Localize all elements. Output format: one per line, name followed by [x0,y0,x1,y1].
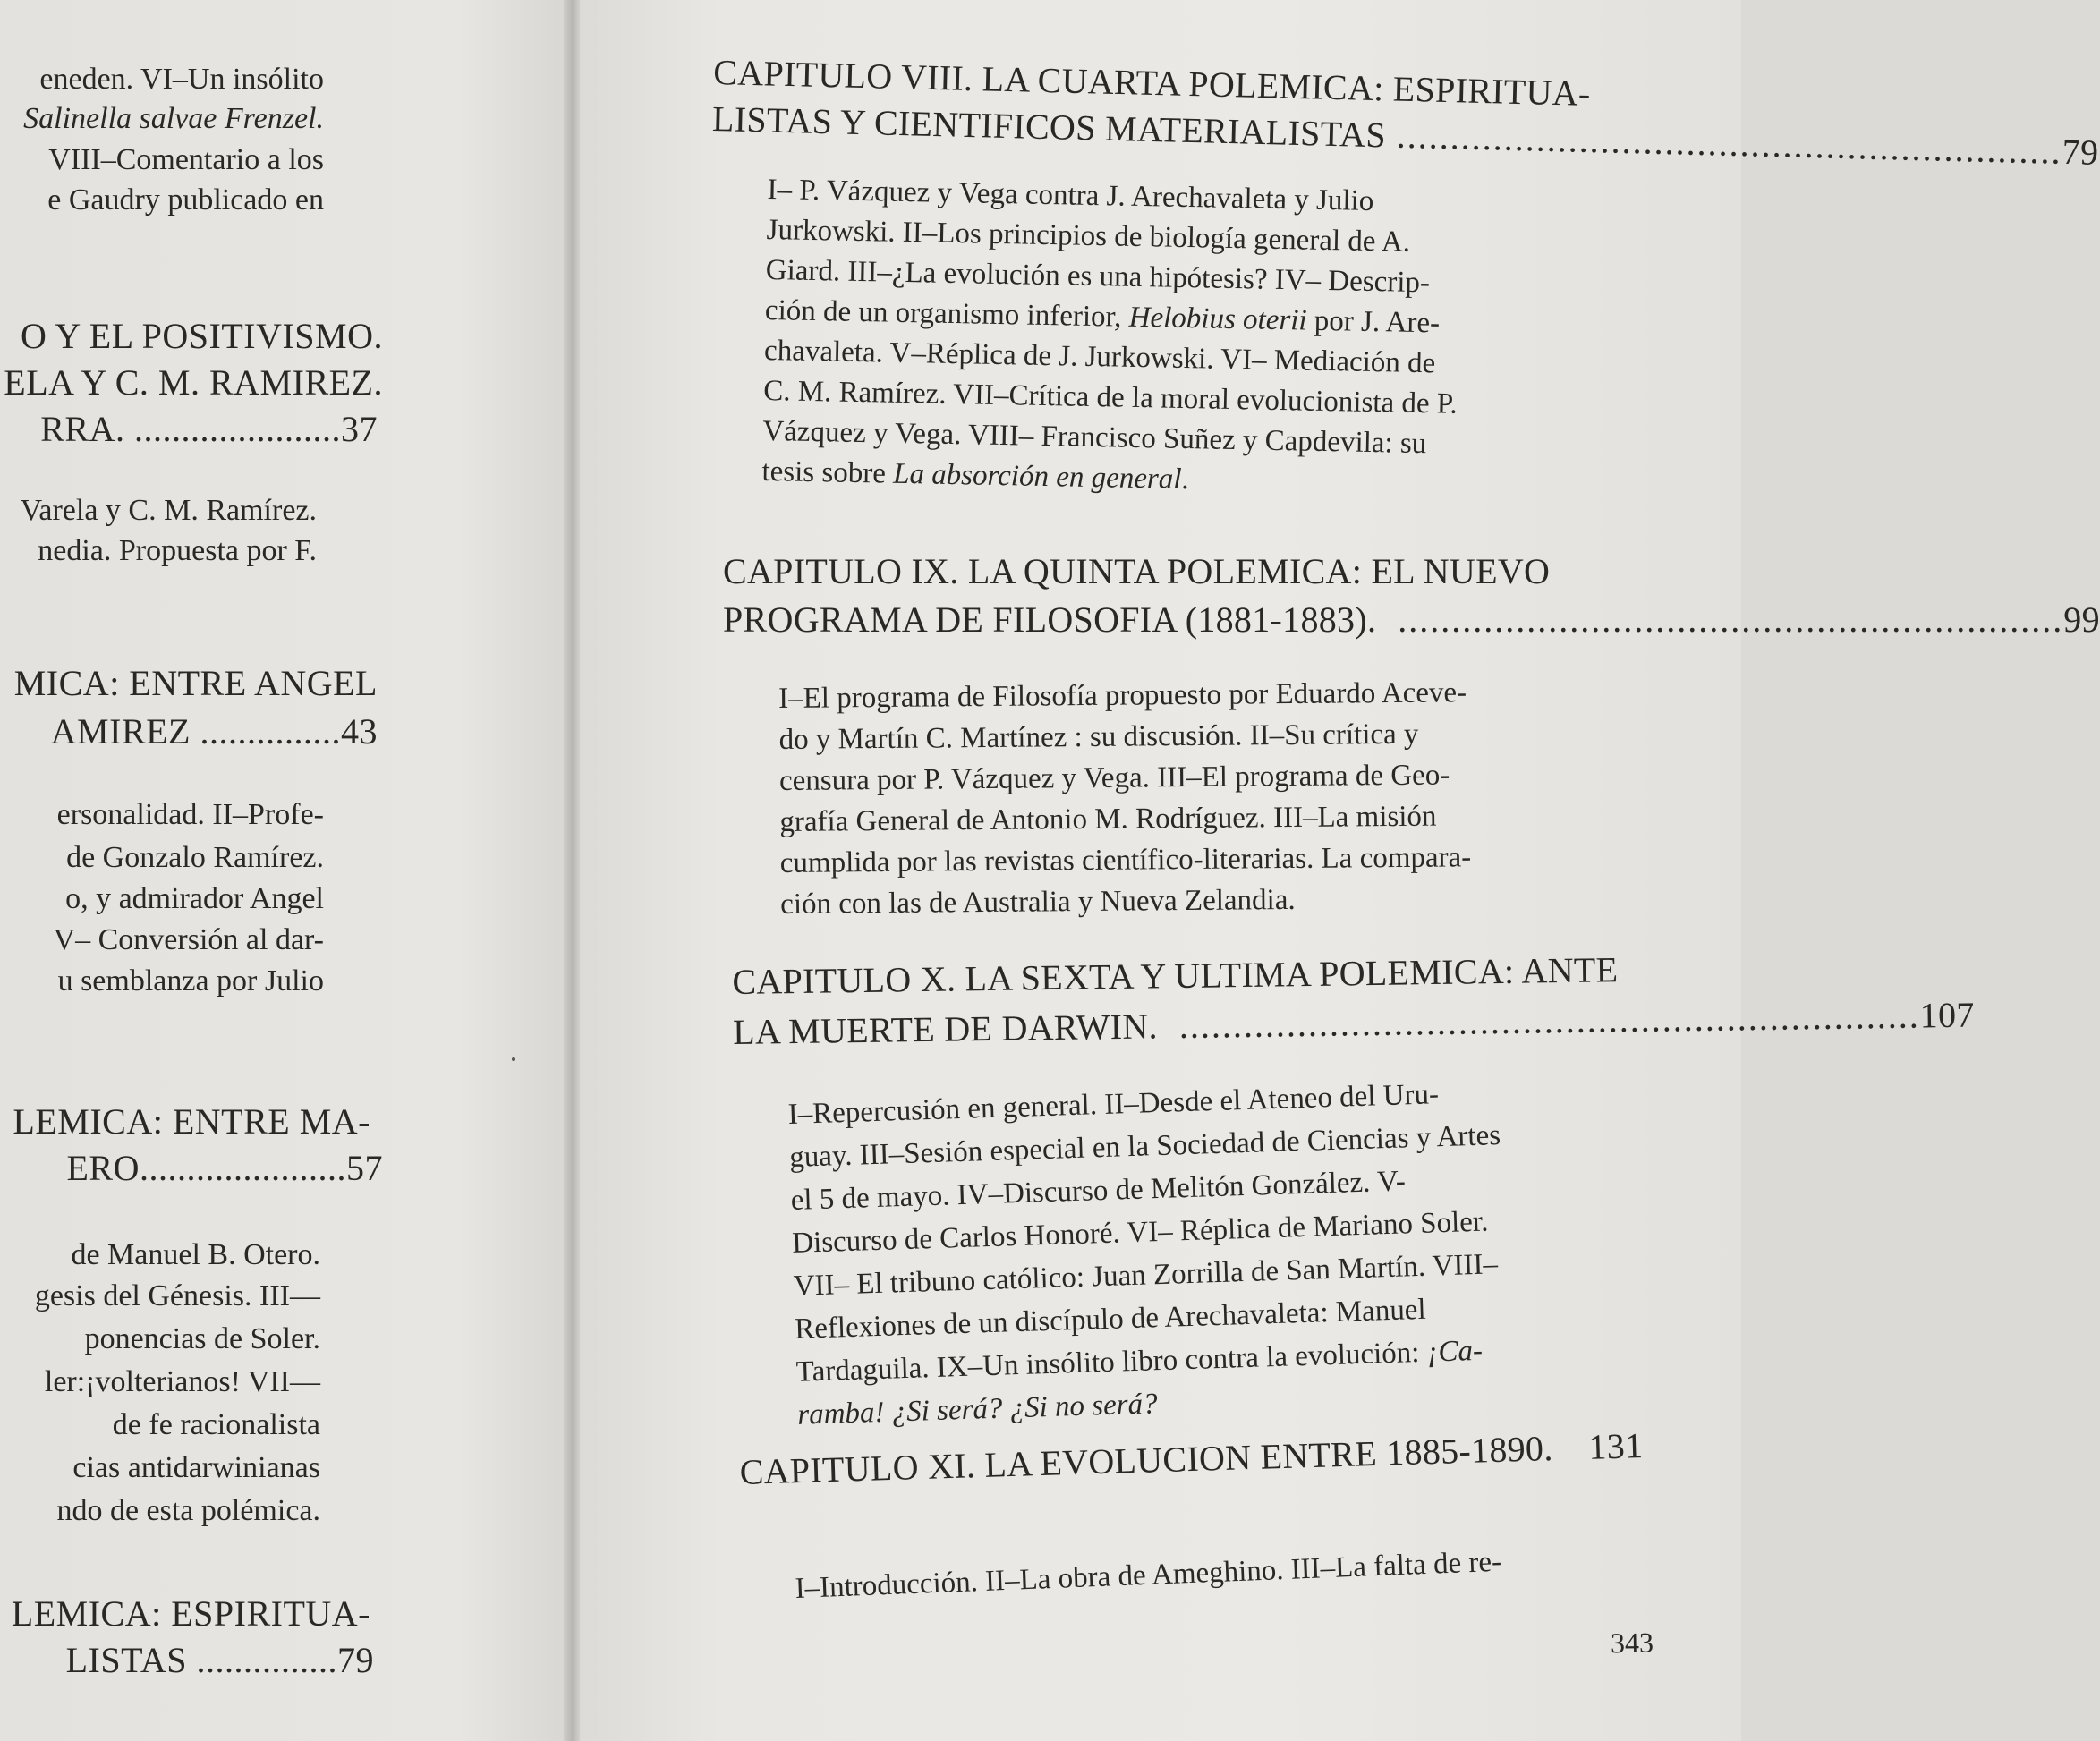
summary-line: ramba! ¿Si será? ¿Si no será? [796,1388,1159,1431]
left-page [0,0,573,1741]
chapter-heading-line: PROGRAMA DE FILOSOFIA (1881-1883). .............................................................. 99 [723,596,1636,644]
left-text-line: Varela y C. M. Ramírez. [20,494,317,527]
dot-leader [1553,1459,1589,1460]
left-text-line: ponencias de Soler. [84,1322,320,1355]
chapter-11-summary [795,1546,1502,1606]
left-chapter-heading: MICA: ENTRE ANGEL [13,663,378,703]
chapter-heading-line: LISTAS Y CIENTIFICOS MATERIALISTAS .............................................................. 79 [711,96,1611,165]
left-text-line: Salinella salvae Frenzel. [23,102,324,135]
left-toc-entry: LISTAS ...............79 [65,1640,374,1680]
summary-line: Giard. III–¿La evolución es una hipótesis? IV– Descrip- [765,253,1431,300]
chapter-9-heading [723,548,2100,644]
summary-line: Tardaguila. IX–Un insólito libro contra la evolución: ¡Ca- [795,1334,1484,1389]
summary-line: I–El programa de Filosofía propuesto por Eduardo Aceve- [778,676,1467,715]
chapter-8-heading [711,49,2099,173]
summary-line: tesis sobre La absorción en general. [761,454,1190,497]
left-text-line: ndo de esta polémica. [56,1494,320,1527]
chapter-9-summary [778,672,1472,925]
left-text-line: e Gaudry publicado en [47,183,324,217]
left-text-line: o, y admirador Angel [65,882,324,915]
left-text-line: u semblanza por Julio [57,964,324,998]
summary-line: Vázquez y Vega. VIII– Francisco Suñez y Capdevila: su [762,414,1427,461]
chapter-heading-line: CAPITULO XI. LA EVOLUCION ENTRE 1885-1890. 131 [739,1425,1644,1492]
chapter-10-heading [732,945,1975,1057]
left-chapter-heading: ELA Y C. M. RAMIREZ. [4,362,383,403]
summary-line: do y Martín C. Martínez : su discusión. II–Su crítica y [778,718,1419,756]
chapter-page-number: 79 [2062,131,2099,173]
dot-leader: ..................................................................... [1157,995,1921,1047]
right-page [580,0,2100,1741]
chapter-page-number: 107 [1919,994,1975,1036]
left-chapter-heading: O Y EL POSITIVISMO. [20,316,383,356]
summary-line: I–Repercusión en general. II–Desde el Ateneo del Uru- [787,1078,1440,1131]
left-text-line: cias antidarwinianas [72,1451,320,1484]
summary-line: el 5 de mayo. IV–Discurso de Melitón González. V- [790,1165,1407,1217]
left-text-line: de Gonzalo Ramírez. [66,841,324,874]
chapter-page-number: 99 [2063,599,2100,640]
chapter-heading-line: CAPITULO X. LA SEXTA Y ULTIMA POLEMICA: ANTE [732,949,1619,1002]
page-number: 343 [1610,1626,1654,1660]
left-text-line: ler:¡volterianos! VII— [44,1365,320,1398]
summary-line: guay. III–Sesión especial en la Sociedad de Ciencias y Artes [788,1118,1501,1174]
summary-line: chavaleta. V–Réplica de J. Jurkowski. VI– Mediación de [763,334,1436,380]
left-text-line: gesis del Génesis. III— [34,1279,320,1312]
summary-line: Jurkowski. II–Los principios de biología general de A. [766,213,1411,259]
left-toc-entry: ERO......................57 [66,1148,383,1188]
left-text-line: VIII–Comentario a los [48,143,324,176]
summary-line: cumplida por las revistas científico-literarias. La compara- [779,841,1472,879]
chapter-page-number: 131 [1587,1425,1644,1467]
chapter-8-summary [761,170,1461,505]
summary-line: ción con las de Australia y Nueva Zelandia. [780,883,1296,921]
left-toc-entry: RRA. ......................37 [40,409,378,449]
summary-line: censura por P. Vázquez y Vega. III–El programa de Geo- [778,759,1450,797]
summary-line: Reflexiones de un discípulo de Arechavaleta: Manuel [794,1293,1427,1346]
book-gutter [564,0,582,1741]
print-speck [512,1057,515,1061]
left-chapter-heading: LEMICA: ESPIRITUA- [11,1593,370,1634]
summary-line: ción de un organismo inferior, Helobius oterii por J. Are- [764,293,1441,340]
dot-leader: .............................................................. [1385,115,2063,172]
left-text-line: nedia. Propuesta por F. [38,534,317,567]
left-text-line: V– Conversión al dar- [53,923,324,956]
left-text-line: de fe racionalista [112,1408,320,1441]
summary-line: I– P. Vázquez y Vega contra J. Arechavaleta y Julio [767,173,1374,218]
chapter-heading-line: CAPITULO IX. LA QUINTA POLEMICA: EL NUEVO [723,551,1551,591]
left-chapter-heading: LEMICA: ENTRE MA- [13,1101,370,1142]
left-text-line: eneden. VI–Un insólito [39,63,324,96]
summary-line: I–Introducción. II–La obra de Ameghino. III–La falta de re- [795,1545,1502,1605]
left-toc-entry: AMIREZ ...............43 [50,711,378,752]
left-text-line: ersonalidad. II–Profe- [56,798,324,831]
dot-leader: .............................................................. [1376,599,2064,640]
summary-line: grafía General de Antonio M. Rodríguez. III–La misión [779,800,1437,838]
summary-line: C. M. Ramírez. VII–Crítica de la moral evolucionista de P. [762,374,1458,420]
chapter-11-heading [739,1424,1644,1493]
chapter-10-summary [787,1071,1509,1437]
chapter-heading-line: LA MUERTE DE DARWIN. ..................................................................... 107 [733,995,1646,1057]
summary-line: Discurso de Carlos Honoré. VI– Réplica de Mariano Soler. [791,1205,1489,1260]
left-text-line: de Manuel B. Otero. [71,1238,320,1271]
summary-line: VII– El tribuno católico: Juan Zorrilla de San Martín. VIII– [793,1248,1499,1303]
chapter-heading-line: CAPITULO VIII. LA CUARTA POLEMICA: ESPIRITUA- [712,51,1592,114]
